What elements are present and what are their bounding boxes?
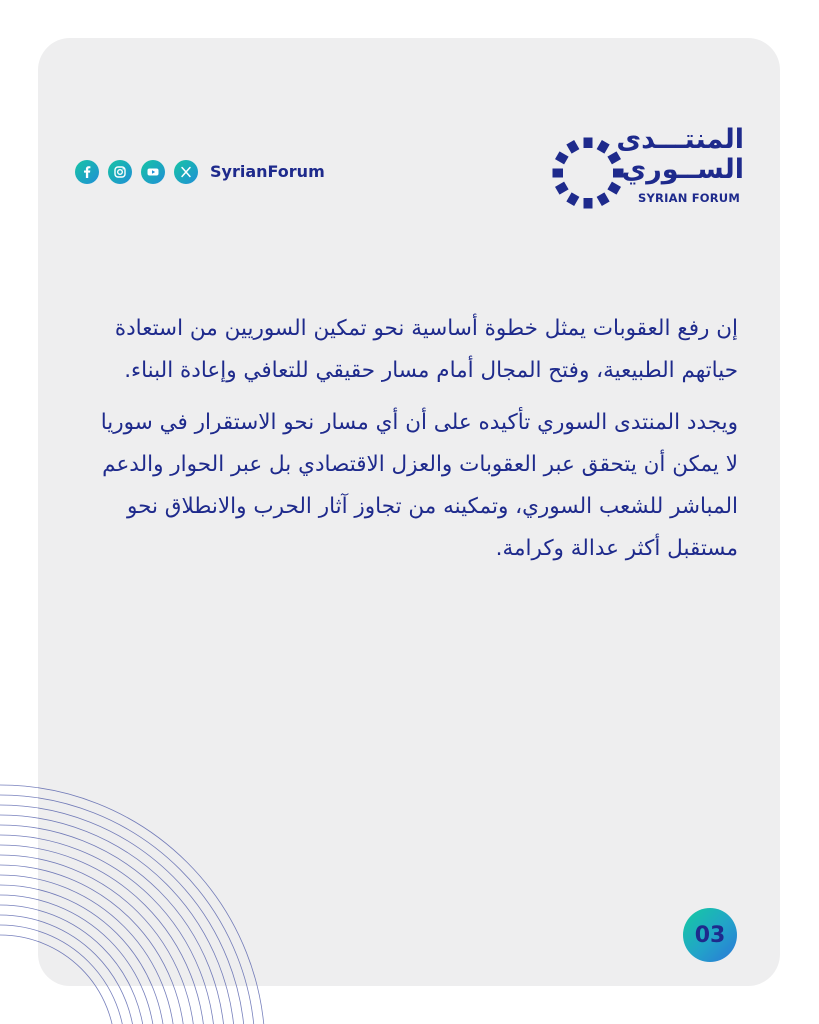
content-card [38, 38, 780, 986]
social-handle[interactable]: SyrianForum [210, 162, 325, 181]
logo-english-name: SYRIAN FORUM [638, 191, 740, 205]
logo-arabic-name [616, 124, 744, 185]
x-icon[interactable] [174, 160, 198, 184]
statement-body [82, 308, 738, 580]
logo-arabic-line-2: الســوري [621, 154, 744, 185]
paragraph-1: إن رفع العقوبات يمثل خطوة أساسية نحو تمكين السوريين من استعادة حياتهم الطبيعية، وفتح المجال أمام مسار حقيقي للتعافي وإعادة البناء. [114, 316, 738, 383]
facebook-icon[interactable] [75, 160, 99, 184]
logo-arabic-line-1: المنتـــدى [616, 124, 744, 155]
page-number-badge: 03 [683, 908, 737, 962]
social-links [75, 160, 325, 184]
youtube-icon[interactable] [141, 160, 165, 184]
syrian-forum-logo [544, 124, 744, 219]
instagram-icon[interactable] [108, 160, 132, 184]
paragraph-2: ويجدد المنتدى السوري تأكيده على أن أي مسار نحو الاستقرار في سوريا لا يمكن أن يتحقق عبر العقوبات والعزل الاقتصادي بل عبر الحوار والدعم المباشر للشعب السوري، وتمكينه من تجاوز آثار الحرب والانطلاق نحو مستقبل أكثر عدالة وكرامة. [100, 410, 738, 561]
